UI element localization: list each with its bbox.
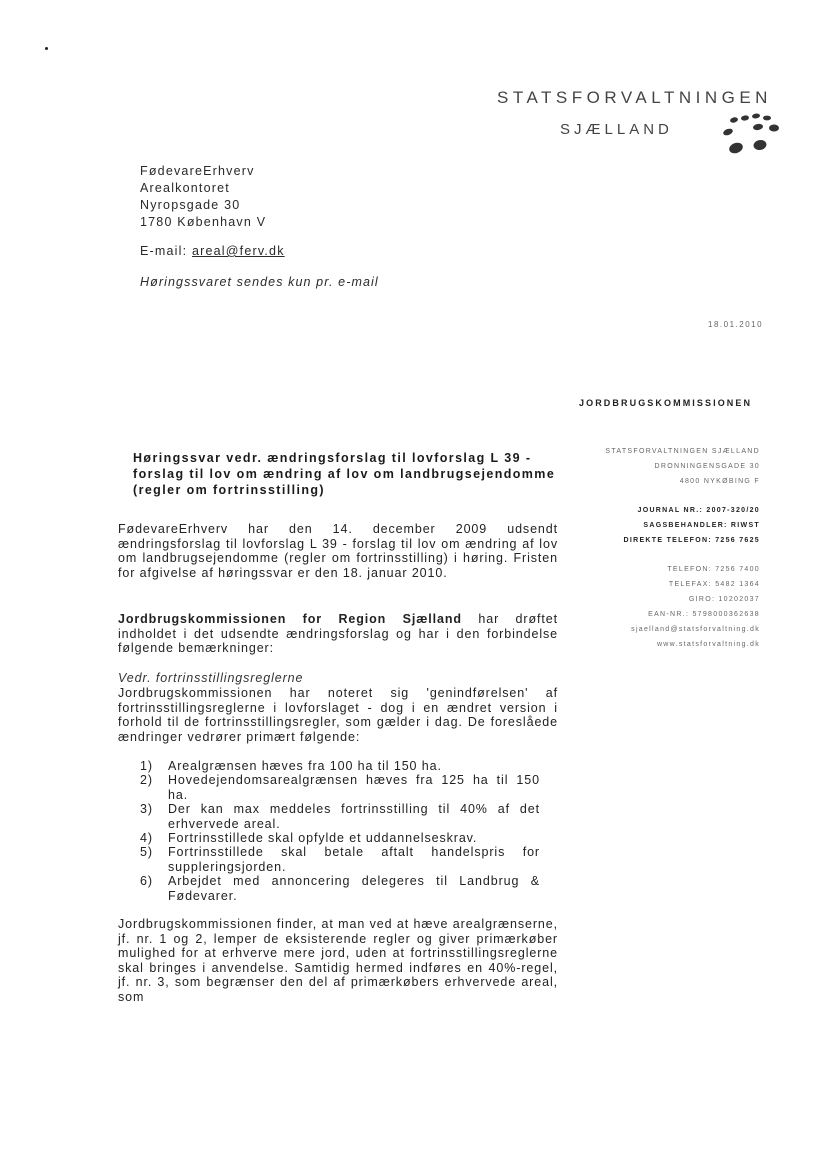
list-item-number: 2) (140, 773, 153, 788)
email-label: E-mail: (140, 244, 188, 258)
letter-subject: Høringssvar vedr. ændringsforslag til lovforslag L 39 - forslag til lov om ændring af lov om landbrugsejendomme (regler om fortrinsstilling) (133, 451, 556, 497)
list-item-text: Der kan max meddeles fortrinsstilling til 40% af det erhvervede areal. (168, 802, 540, 831)
list-item (140, 845, 540, 874)
sidebar-city: 4800 NYKØBING F (679, 478, 760, 485)
recipient-address (140, 163, 266, 231)
paragraph-rules: Jordbrugskommissionen har noteret sig 'genindførelsen' af fortrinsstillingsreglerne i lovforslaget - dog i en ændret version i forhold til de fortrinsstillingsregler, som gælder i dag. De foreslåede ændringer vedrører primært følgende: (118, 686, 558, 744)
list-item-number: 1) (140, 759, 153, 773)
scan-speck (45, 47, 48, 50)
changes-list (140, 759, 540, 903)
recipient-line: Arealkontoret (140, 181, 230, 195)
logo-dot (769, 125, 779, 132)
sidebar-gap (605, 548, 760, 562)
list-item-number: 6) (140, 874, 153, 889)
sidebar-email[interactable]: sjaelland@statsforvaltning.dk (631, 626, 760, 633)
list-item-text: Arbejdet med annoncering delegeres til Landbrug & Fødevarer. (168, 874, 540, 903)
header-region: SJÆLLAND (560, 121, 673, 138)
email-note: Høringssvaret sendes kun pr. e-mail (140, 275, 379, 289)
sidebar-web[interactable]: www.statsforvaltning.dk (656, 641, 760, 648)
paragraph-commission-rest: har drøftet indholdet i det udsendte ændringsforslag og har i den forbindelse følgende bemærkninger: (118, 612, 558, 655)
logo-dot (722, 127, 733, 136)
list-item (140, 802, 540, 831)
paragraph-commission (118, 612, 558, 656)
sidebar-ean: EAN-NR.: 5798000362638 (648, 611, 760, 618)
sidebar-direct-phone: DIREKTE TELEFON: 7256 7625 (623, 537, 760, 544)
sidebar-case-officer: SAGSBEHANDLER: RIWST (643, 522, 760, 529)
list-item-text: Arealgrænsen hæves fra 100 ha til 150 ha. (168, 759, 442, 773)
sidebar-street: DRONNINGENSGADE 30 (654, 463, 760, 470)
statsforvaltningen-logo (712, 112, 788, 160)
paragraph-assessment: Jordbrugskommissionen finder, at man ved at hæve arealgrænserne, jf. nr. 1 og 2, lemper de eksisterende regler og giver primærkøber mulighed for at erhverve mere jord, uden at fortrinsstillingsreglerne skal bringes i anvendelse. Samtidig hermed indføres en 40%-regel, jf. nr. 3, som begrænser den del af primærkøbers erhvervede areal, som (118, 917, 558, 1004)
paragraph-intro: FødevareErhverv har den 14. december 2009 udsendt ændringsforslag til lovforslag L 39 - forslag til lov om ændring af lov om landbrugsejendomme (regler om fortrinsstilling) i høring. Fristen for afgivelse af høringssvar er den 18. januar 2010. (118, 522, 558, 580)
list-item (140, 874, 540, 903)
list-item-number: 5) (140, 845, 153, 860)
logo-dot (729, 116, 738, 123)
sidebar-org: STATSFORVALTNINGEN SJÆLLAND (605, 448, 760, 455)
contact-sidebar (605, 444, 760, 652)
list-item (140, 773, 540, 802)
paragraph-commission-bold: Jordbrugskommissionen for Region Sjælland (118, 612, 462, 626)
org-title: JORDBRUGSKOMMISSIONEN (579, 398, 753, 408)
sidebar-gap (605, 489, 760, 503)
recipient-email-line (140, 244, 285, 258)
recipient-line: Nyropsgade 30 (140, 198, 241, 212)
letter-date: 18.01.2010 (708, 320, 764, 329)
recipient-line: 1780 København V (140, 215, 267, 229)
sidebar-phone: TELEFON: 7256 7400 (667, 566, 760, 573)
logo-dot (763, 116, 771, 121)
section-title: Vedr. fortrinsstillingsreglerne (118, 671, 304, 685)
sidebar-fax: TELEFAX: 5482 1364 (668, 581, 760, 588)
list-item-text: Fortrinsstillede skal opfylde et uddannelseskrav. (168, 831, 478, 846)
logo-dot (753, 139, 768, 151)
list-item (140, 831, 540, 845)
list-item-text: Fortrinsstillede skal betale aftalt handelspris for suppleringsjorden. (168, 845, 540, 874)
header-brand: STATSFORVALTNINGEN (497, 88, 772, 107)
sidebar-giro: GIRO: 10202037 (688, 596, 760, 603)
list-item-text: Hovedejendomsarealgrænsen hæves fra 125 ha til 150 ha. (168, 773, 540, 802)
logo-dot (741, 115, 750, 122)
email-link[interactable]: areal@ferv.dk (191, 244, 285, 258)
logo-dot (728, 141, 745, 155)
recipient-line: FødevareErhverv (140, 164, 255, 178)
list-item-number: 3) (140, 802, 153, 817)
list-item-number: 4) (140, 831, 153, 846)
logo-dot (753, 123, 764, 131)
logo-dot (752, 113, 761, 119)
list-item (140, 759, 540, 773)
sidebar-journal: JOURNAL NR.: 2007-320/20 (637, 507, 760, 514)
